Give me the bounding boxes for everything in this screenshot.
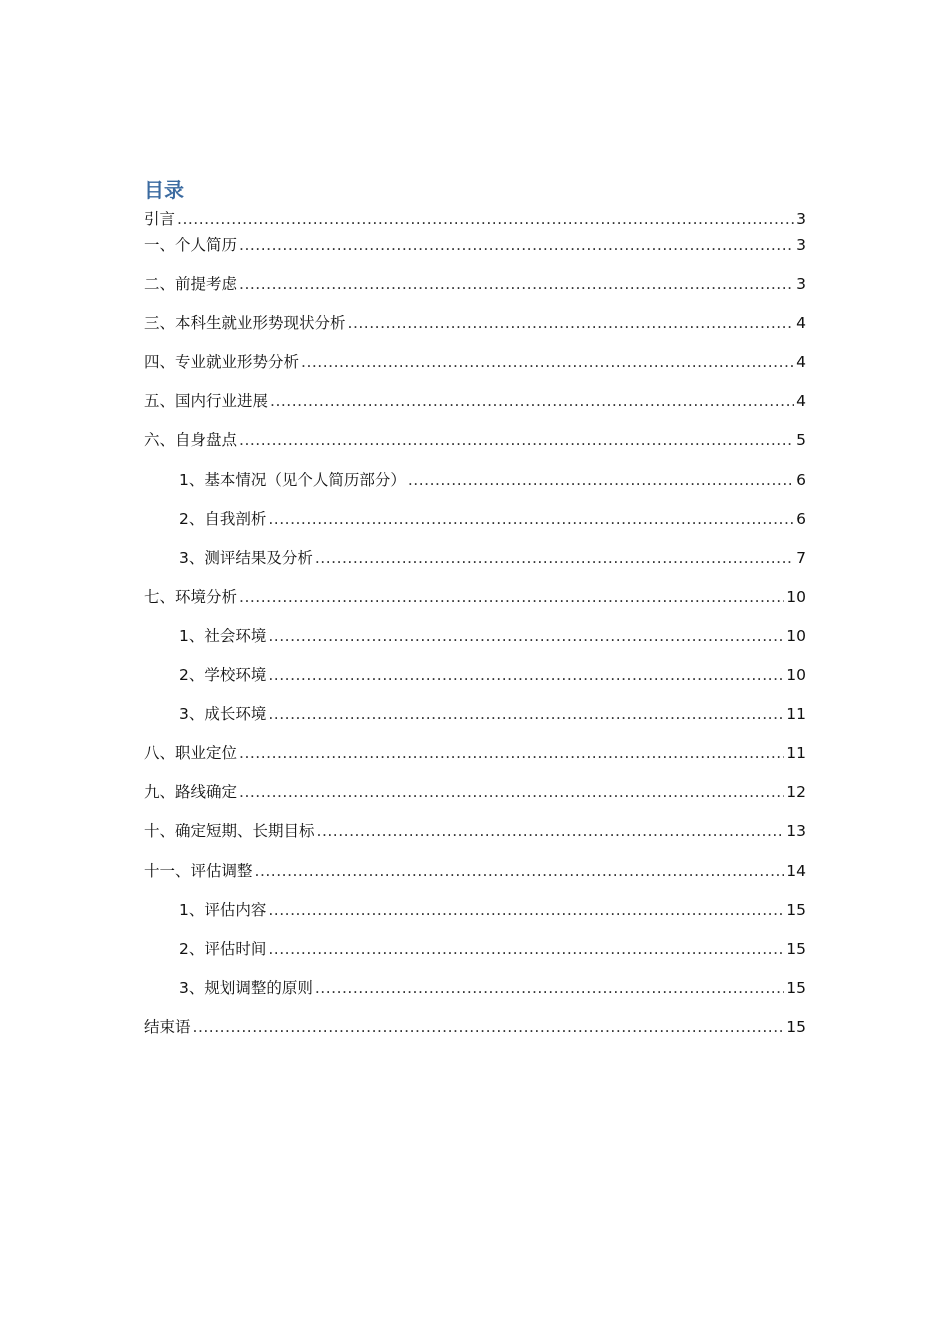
- toc-entry-label: 六、自身盘点: [144, 431, 238, 450]
- toc-entry[interactable]: [144, 506, 806, 545]
- toc-entry-label: 五、国内行业进展: [144, 392, 269, 411]
- toc-dot-leader: [239, 779, 784, 805]
- toc-dot-leader: [348, 310, 795, 336]
- toc-entry[interactable]: [144, 349, 806, 388]
- toc-entry-page-number: 6: [796, 509, 806, 528]
- toc-dot-leader: [301, 349, 794, 375]
- toc-entry-label: 2、学校环境: [179, 666, 267, 685]
- toc-entry-page-number: 10: [786, 587, 806, 606]
- toc-entry-page-number: 4: [796, 314, 806, 333]
- toc-entry-label: 八、职业定位: [144, 744, 238, 763]
- toc-entry-page-number: 6: [796, 470, 806, 489]
- toc-dot-leader: [177, 206, 794, 232]
- toc-entry-page-number: 15: [786, 939, 806, 958]
- toc-entry-label: 十、确定短期、长期目标: [144, 822, 315, 841]
- toc-entry[interactable]: [144, 779, 806, 818]
- toc-entry-page-number: 15: [786, 978, 806, 997]
- toc-entry-label: 1、基本情况（见个人简历部分）: [179, 470, 406, 489]
- toc-dot-leader: [268, 936, 784, 962]
- toc-entry[interactable]: [144, 858, 806, 897]
- toc-entry[interactable]: [144, 388, 806, 427]
- toc-entry[interactable]: [144, 467, 806, 506]
- toc-dot-leader: [193, 1014, 785, 1040]
- toc-entry[interactable]: [144, 1014, 806, 1053]
- toc-entry-page-number: 4: [796, 353, 806, 372]
- toc-entry[interactable]: [144, 232, 806, 271]
- toc-entry-label: 十一、评估调整: [144, 861, 253, 880]
- toc-entry-label: 四、专业就业形势分析: [144, 353, 300, 372]
- toc-entry[interactable]: [144, 310, 806, 349]
- toc-entry-page-number: 10: [786, 666, 806, 685]
- toc-entry-page-number: 14: [786, 861, 806, 880]
- toc-entry-page-number: 11: [786, 744, 806, 763]
- toc-entry-page-number: 13: [786, 822, 806, 841]
- toc-entry[interactable]: [144, 545, 806, 584]
- toc-dot-leader: [268, 897, 784, 923]
- toc-entry-label: 三、本科生就业形势现状分析: [144, 314, 346, 333]
- toc-entry-label: 3、成长环境: [179, 705, 267, 724]
- toc-entry[interactable]: [144, 623, 806, 662]
- toc-entry-page-number: 3: [796, 275, 806, 294]
- toc-entry-page-number: 15: [786, 1017, 806, 1036]
- toc-dot-leader: [255, 858, 785, 884]
- toc-entry-label: 引言: [144, 210, 176, 228]
- toc-dot-leader: [268, 623, 784, 649]
- toc-entry-page-number: 10: [786, 626, 806, 645]
- toc-entry-page-number: 3: [796, 210, 806, 228]
- toc-entry-label: 二、前提考虑: [144, 275, 238, 294]
- table-of-contents: [144, 176, 806, 1053]
- toc-entry[interactable]: [144, 427, 806, 466]
- toc-entry[interactable]: [144, 662, 806, 701]
- toc-entry-label: 1、社会环境: [179, 626, 267, 645]
- toc-dot-leader: [239, 427, 794, 453]
- toc-entry-page-number: 3: [796, 236, 806, 254]
- toc-entry[interactable]: [144, 975, 806, 1014]
- toc-title: 目录: [144, 178, 184, 202]
- toc-dot-leader: [315, 545, 794, 571]
- toc-dot-leader: [268, 701, 784, 727]
- toc-entry[interactable]: [144, 740, 806, 779]
- toc-entry[interactable]: [144, 818, 806, 857]
- toc-entry-label: 结束语: [144, 1017, 191, 1036]
- toc-entry-label: 1、评估内容: [179, 900, 267, 919]
- toc-dot-leader: [270, 388, 794, 414]
- toc-entry[interactable]: [144, 206, 806, 232]
- toc-entry-page-number: 5: [796, 431, 806, 450]
- toc-entry[interactable]: [144, 701, 806, 740]
- toc-entry-page-number: 15: [786, 900, 806, 919]
- toc-entry[interactable]: [144, 584, 806, 623]
- toc-dot-leader: [239, 740, 784, 766]
- toc-entry[interactable]: [144, 936, 806, 975]
- toc-entry-page-number: 12: [786, 783, 806, 802]
- toc-entry-label: 一、个人简历: [144, 236, 238, 254]
- toc-entry-page-number: 11: [786, 705, 806, 724]
- toc-dot-leader: [239, 271, 794, 297]
- toc-dot-leader: [239, 584, 784, 610]
- toc-dot-leader: [268, 662, 784, 688]
- toc-dot-leader: [239, 232, 794, 258]
- toc-entry-label: 2、评估时间: [179, 939, 267, 958]
- toc-list: [144, 206, 806, 1053]
- toc-entry-page-number: 7: [796, 548, 806, 567]
- toc-dot-leader: [268, 506, 794, 532]
- toc-entry-label: 九、路线确定: [144, 783, 238, 802]
- toc-entry-label: 3、规划调整的原则: [179, 978, 313, 997]
- toc-entry[interactable]: [144, 897, 806, 936]
- toc-entry-page-number: 4: [796, 392, 806, 411]
- toc-dot-leader: [408, 467, 794, 493]
- toc-entry[interactable]: [144, 271, 806, 310]
- toc-entry-label: 七、环境分析: [144, 587, 238, 606]
- toc-dot-leader: [315, 975, 784, 1001]
- toc-dot-leader: [317, 818, 785, 844]
- toc-entry-label: 3、测评结果及分析: [179, 548, 313, 567]
- toc-entry-label: 2、自我剖析: [179, 509, 267, 528]
